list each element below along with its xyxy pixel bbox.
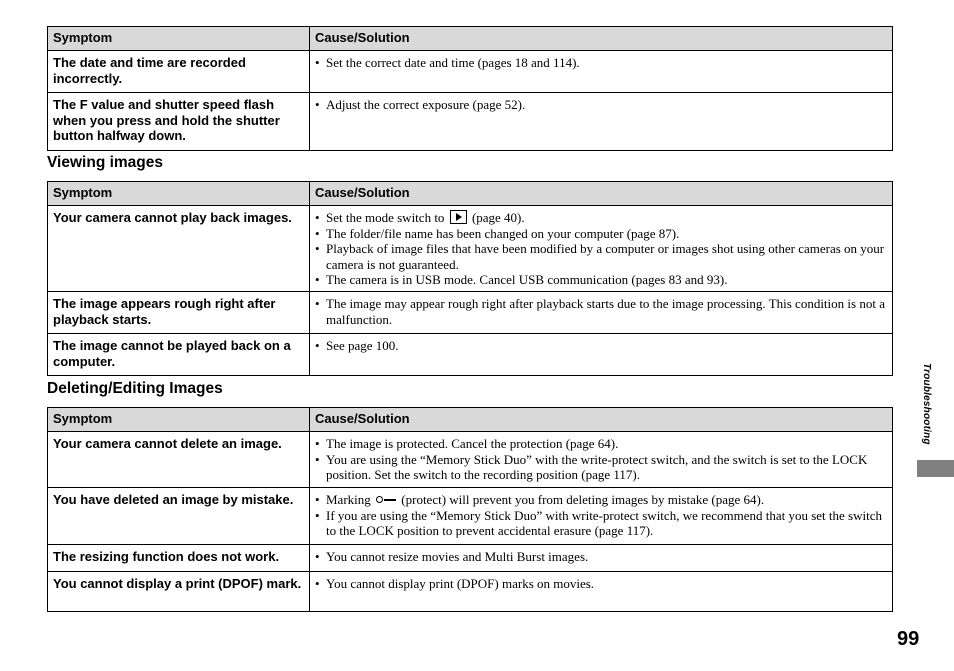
symptom-header: Symptom xyxy=(48,408,310,432)
cause-item: • You cannot display print (DPOF) marks on movies. xyxy=(315,576,887,592)
symptom-header: Symptom xyxy=(48,182,310,206)
cause-header: Cause/Solution xyxy=(310,182,893,206)
symptom-cell: You have deleted an image by mistake. xyxy=(48,488,310,545)
table-row xyxy=(48,93,893,151)
symptom-cell: Your camera cannot delete an image. xyxy=(48,432,310,488)
table-row xyxy=(48,432,893,488)
cause-cell xyxy=(310,488,893,545)
protect-key-icon xyxy=(376,496,396,504)
table-row xyxy=(48,334,893,376)
cause-text-after: (protect) will prevent you from deleting images by mistake (page 64). xyxy=(401,492,765,507)
symptom-cell: The image cannot be played back on a computer. xyxy=(48,334,310,376)
symptom-cell: The date and time are recorded incorrectly. xyxy=(48,51,310,93)
cause-item: • Set the correct date and time (pages 18 and 114). xyxy=(315,55,887,71)
cause-cell xyxy=(310,571,893,611)
cause-cell xyxy=(310,334,893,376)
table-row xyxy=(48,571,893,611)
table-row xyxy=(48,206,893,292)
cause-item: • See page 100. xyxy=(315,338,887,354)
cause-item xyxy=(315,210,887,226)
cause-text-after: (page 40). xyxy=(471,210,525,225)
section-side-label: Troubleshooting xyxy=(921,363,932,445)
cause-cell xyxy=(310,206,893,292)
table-general xyxy=(47,26,893,151)
cause-item: • Playback of image files that have been modified by a computer or images shot using other cameras on your camera is not guaranteed. xyxy=(315,241,887,272)
symptom-cell: The image appears rough right after playback starts. xyxy=(48,292,310,334)
page-number: 99 xyxy=(897,628,920,650)
section-title-deleting: Deleting/Editing Images xyxy=(47,380,223,397)
cause-header: Cause/Solution xyxy=(310,27,893,51)
cause-item xyxy=(315,492,887,508)
cause-cell xyxy=(310,93,893,151)
cause-item: • The image may appear rough right after playback starts due to the image processing. This condition is not a malfunction. xyxy=(315,296,887,327)
symptom-cell: The F value and shutter speed flash when you press and hold the shutter button halfway down. xyxy=(48,93,310,151)
cause-item: • If you are using the “Memory Stick Duo” with write-protect switch, we recommend that you set the switch to the LOCK position to prevent accidental erasure (page 117). xyxy=(315,508,887,539)
symptom-cell: Your camera cannot play back images. xyxy=(48,206,310,292)
table-row xyxy=(48,545,893,572)
cause-item: • The image is protected. Cancel the protection (page 64). xyxy=(315,436,887,452)
symptom-cell: The resizing function does not work. xyxy=(48,545,310,572)
table-viewing xyxy=(47,181,893,376)
cause-item: • The camera is in USB mode. Cancel USB communication (pages 83 and 93). xyxy=(315,272,887,288)
cause-header: Cause/Solution xyxy=(310,408,893,432)
cause-cell xyxy=(310,545,893,572)
symptom-header: Symptom xyxy=(48,27,310,51)
table-row xyxy=(48,292,893,334)
cause-item: • The folder/file name has been changed on your computer (page 87). xyxy=(315,226,887,242)
table-deleting xyxy=(47,407,893,612)
cause-cell xyxy=(310,51,893,93)
cause-text-before: Marking xyxy=(326,492,371,507)
playback-icon xyxy=(450,210,467,224)
cause-item: • You cannot resize movies and Multi Burst images. xyxy=(315,549,887,565)
cause-cell xyxy=(310,292,893,334)
cause-item: • You are using the “Memory Stick Duo” with the write-protect switch, and the switch is set to the LOCK position. Set the switch to the recording position (page 117). xyxy=(315,452,887,483)
section-title-viewing: Viewing images xyxy=(47,154,164,171)
section-tab-marker xyxy=(917,460,954,477)
cause-cell xyxy=(310,432,893,488)
table-row xyxy=(48,51,893,93)
table-row xyxy=(48,488,893,545)
symptom-cell: You cannot display a print (DPOF) mark. xyxy=(48,571,310,611)
cause-item: • Adjust the correct exposure (page 52). xyxy=(315,97,887,113)
table-header-row xyxy=(48,408,893,432)
table-header-row xyxy=(48,182,893,206)
cause-text-before: Set the mode switch to xyxy=(326,210,445,225)
table-header-row xyxy=(48,27,893,51)
